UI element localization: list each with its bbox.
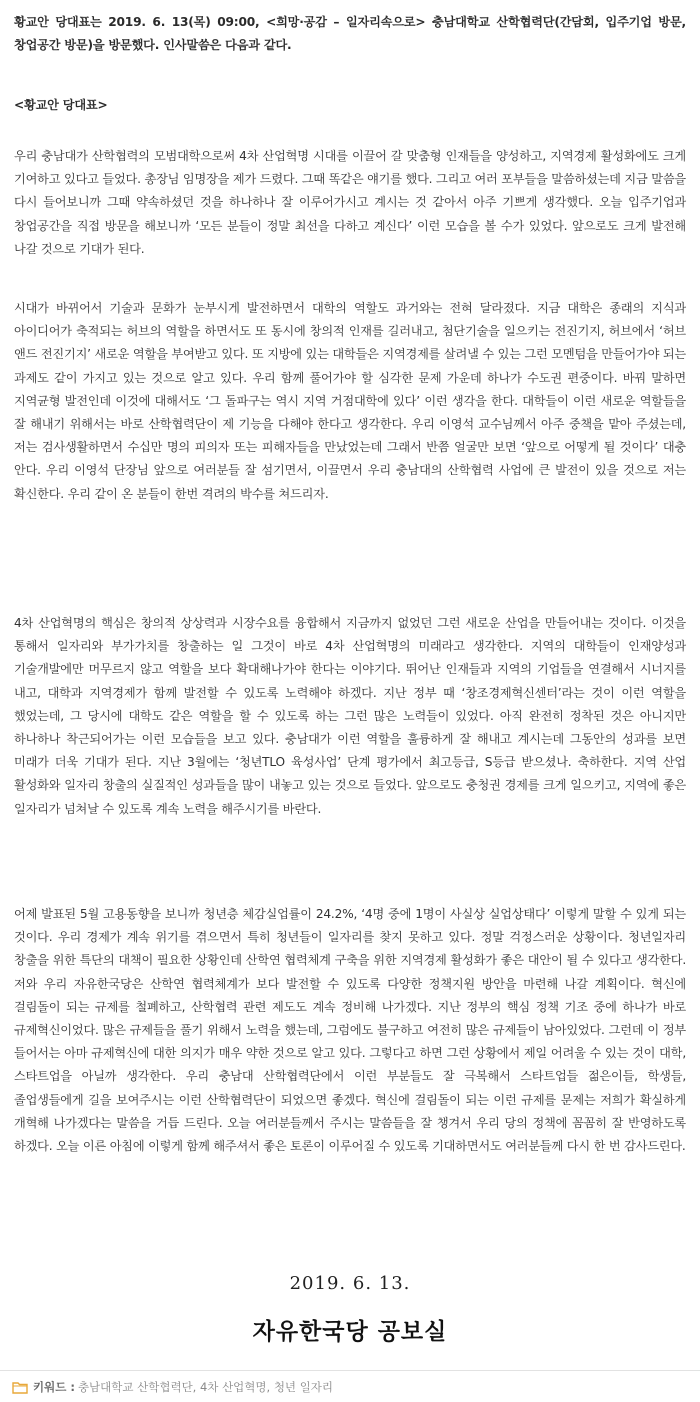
speaker-heading: <황교안 당대표> (14, 98, 108, 112)
keyword-list[interactable]: 충남대학교 산학협력단, 4차 산업혁명, 청년 일자리 (77, 1379, 334, 1394)
body-paragraph-3: 4차 산업혁명의 핵심은 창의적 상상력과 시장수요를 융합해서 지금까지 없었던 그런 새로운 산업을 만들어내는 것이다. 이것을 통해서 일자리와 부가가치를 창출하는 일 그것이 바로 4차 산업혁명의 미래라고 생각한다. 지역의 대학들이 인재양성과 기술개발에만 머무르지 않고 역할을 보다 확대해나가야 한다는 이야기다. 뛰어난 인재들과 지역의 기업들을 연결해서 시너지를 내고, 대학과 지역경제가 함께 발전할 수 있도록 노력해야 하겠다. 지난 정부 때 ‘창조경제혁신센터’라는 것이 이런 역할을 했었는데, 그 당시에 대학도 같은 역할을 할 수 있도록 하는 그런 많은 노력들이 있었다. 아직 완전히 정착된 것은 아니지만 하나하나 착근되어가는 이런 모습들을 보고 있다. 충남대가 이런 역할을 훌륭하게 잘 해내고 계시는데 그동안의 성과를 보면 미래가 더욱 기대가 된다. 지난 3월에는 ‘청년TLO 육성사업’ 단계 평가에서 최고등급, S등급 받으셨나. 축하한다. 지역 산업 활성화와 일자리 창출의 실질적인 성과들을 많이 내놓고 있는 것으로 들었다. 앞으로도 충청권 경제를 크게 일으키고, 지역에 좋은 일자리가 넘쳐날 수 있도록 계속 노력을 해주시기를 바란다. (14, 616, 686, 816)
closing-office: 자유한국당 공보실 (252, 1319, 448, 1345)
body-paragraph-4: 어제 발표된 5월 고용동향을 보니까 청년층 체감실업률이 24.2%, ‘4명 중에 1명이 사실상 실업상태다’ 이렇게 말할 수 있게 되는 것이다. 우리 경제가 계속 위기를 겪으면서 특히 청년들이 일자리를 찾지 못하고 있다. 정말 걱정스러운 상황이다. 청년일자리 창출을 위한 특단의 대책이 필요한 상황인데 산학연 협력체계 구축을 위한 지역경제 활성화가 좋은 대안이 될 수 있다고 생각한다. 저와 우리 자유한국당은 산학연 협력체계가 보다 발전할 수 있도록 다양한 정책지원 방안을 마련해 나갈 계획이다. 혁신에 걸림돌이 되는 규제를 철폐하고, 산학협력 관련 제도도 계속 정비해 나가겠다. 지난 정부의 핵심 정책 기조 중에 하나가 바로 규제혁신이었다. 많은 규제들을 풀기 위해서 노력을 했는데, 그럼에도 불구하고 여전히 많은 규제들이 남아있었다. 그런데 이 정부 들어서는 아마 규제혁신에 대한 의지가 매우 약한 것으로 알고 있다. 그렇다고 하면 그런 상황에서 제일 어려울 수 있는 것이 대학, 스타트업을 아닐까 생각한다. 우리 충남대 산학협력단에서 이런 부분들도 잘 극복해서 스타트업들 젊은이들, 학생들, 졸업생들에게 길을 보여주시는 이런 산학협력단이 되었으면 좋겠다. 혁신에 걸림돌이 되는 이런 규제를 문제는 저희가 확실하게 개혁해 나가겠다는 말씀을 거듭 드린다. 오늘 여러분들께서 주시는 말씀들을 잘 챙겨서 우리 당의 정책에 꼼꼼히 잘 반영하도록 하겠다. 오늘 이른 아침에 이렇게 함께 해주셔서 좋은 토론이 이루어질 수 있도록 기대하면서도 여러분들께 다시 한 번 감사드린다. (14, 907, 686, 1154)
keyword-label: 키워드 : (33, 1379, 75, 1394)
body-paragraph-2: 시대가 바뀌어서 기술과 문화가 눈부시게 발전하면서 대학의 역할도 과거와는 전혀 달라졌다. 지금 대학은 종래의 지식과 아이디어가 축적되는 허브의 역할을 하면서도 또 동시에 창의적 인재를 길러내고, 첨단기술을 일으키는 전진기지, 허브에서 ‘허브 앤드 전진기지’ 새로운 역할을 부여받고 있다. 또 지방에 있는 대학들은 지역경제를 살려낼 수 있는 그런 모멘텀을 만들어가야 되는 과제도 같이 가지고 있는 것으로 알고 있다. 우리 함께 풀어가야 할 심각한 문제 가운데 하나가 수도권 편중이다. 바꿔 말하면 지역균형 발전인데 이것에 대해서도 ‘그 돌파구는 역시 지역 거점대학에 있다’ 이런 생각을 한다. 대학들이 이런 새로운 역할들을 잘 해내기 위해서는 바로 산학협력단이 제 기능을 다해야 한다고 생각한다. 우리 이영석 교수님께서 아주 중책을 맡아 주셨는데, 저는 검사생활하면서 수십만 명의 피의자 또는 피해자들을 만났었는데 그래서 반쯤 얼굴만 보면 ‘앞으로 어떻게 될 것이다’ 대충 안다. 우리 이영석 단장님 앞으로 여러분들 잘 섬기면서, 이끌면서 우리 충남대의 산학협력 사업에 큰 발전이 있을 것으로 저는 확신한다. 우리 같이 온 분들이 한번 격려의 박수를 쳐드리자. (14, 301, 686, 501)
closing-date: 2019. 6. 13. (289, 1273, 411, 1294)
intro-paragraph: 황교안 당대표는 2019. 6. 13(목) 09:00, <희망·공감 – 일자리속으로> 충남대학교 산학협력단(간담회, 입주기업 방문, 창업공간 방문)을 방문했다. 인사말씀은 다음과 같다. (14, 15, 686, 53)
folder-tag-icon (12, 1380, 28, 1394)
keyword-bar (0, 1370, 700, 1402)
body-paragraph-1: 우리 충남대가 산학협력의 모범대학으로써 4차 산업혁명 시대를 이끌어 갈 맞춤형 인재들을 양성하고, 지역경제 활성화에도 크게 기여하고 있다고 들었다. 총장님 임명장을 제가 드렸다. 그때 똑같은 얘기를 했다. 그리고 여러 포부들을 말씀하셨는데 지금 말씀을 다시 들어보니까 그때 약속하셨던 것을 하나하나 잘 이루어가시고 계시는 것 같아서 아주 기쁘게 생각했다. 오늘 입주기업과 창업공간을 직접 방문을 해보니까 ‘모든 분들이 정말 최선을 다하고 계신다’ 이런 모습을 볼 수가 있었다. 앞으로도 크게 발전해 나갈 것으로 기대가 된다. (14, 149, 686, 256)
